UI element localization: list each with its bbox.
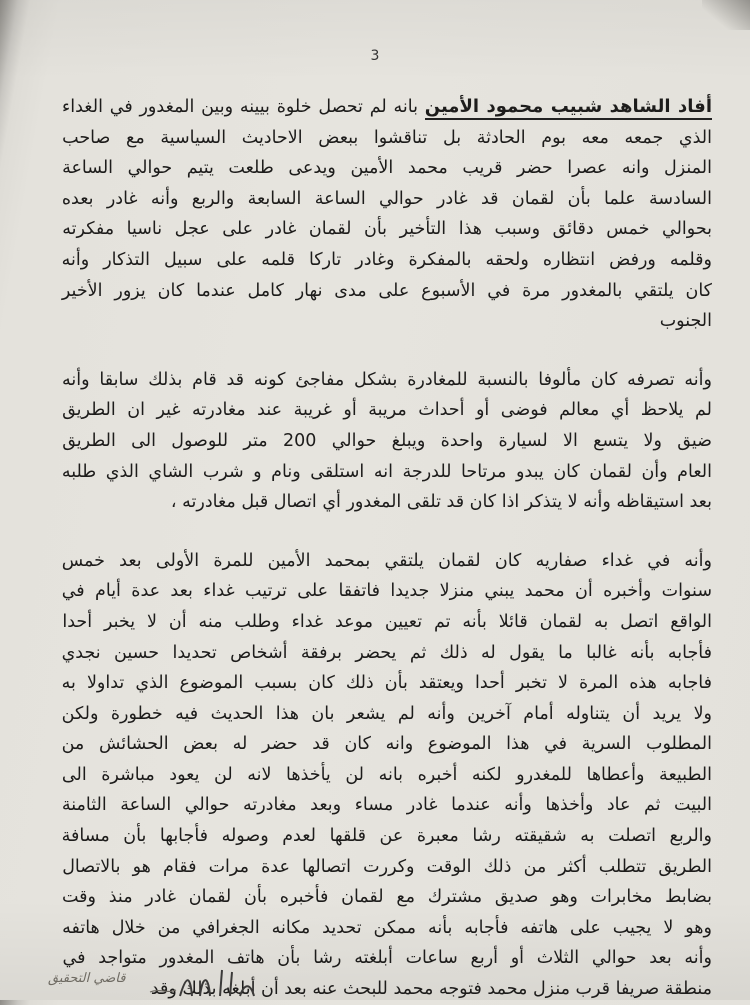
text-line: [62, 245, 712, 276]
text-line: [62, 546, 712, 577]
text-line: [62, 365, 712, 396]
line-text: الطريق تتطلب أكثر من ذلك الوقت وكررت اتصالها عدة مرات فقام هو بالاتصال: [62, 856, 712, 877]
testimony-text: [62, 92, 712, 1005]
line-text: سنوات وأخبره أن محمد يبني منزلا جديدا فاتفقا على ترتيب غداء بعد عدة أيام في: [61, 581, 712, 602]
page-number: 3: [370, 48, 380, 64]
paragraph: [62, 546, 712, 1005]
text-line: [62, 214, 712, 245]
line-text: السادسة علما بأن لقمان قد غادر حوالي الساعة السابعة والربع وأنه غادر بعده: [61, 188, 712, 209]
text-line: [62, 638, 712, 669]
text-line: [62, 426, 712, 457]
text-line: [62, 123, 712, 154]
line-text: منطقة صريفا قرب منزل محمد فتوجه محمد للبحث عنه بعد أن أبلغه بذلك وقد: [150, 979, 712, 1000]
line-text: العام وأن لقمان كان يبدو مرتاحا للدرجة انه استلقى ونام و شرب الشاي الذي طلبه: [61, 461, 712, 482]
line-text: فأجابه بأنه غالبا ما يقول له ذلك ثم يحضر برفقة أشخاص تحديدا حسين نجدي: [61, 642, 712, 663]
line-text: وقلمه ورفض انتظاره ولحقه بالمفكرة وغادر تاركا قلمه على سبيل التذكار وأنه: [61, 249, 712, 270]
text-line: [62, 276, 712, 307]
text-line: [62, 760, 712, 791]
line-text: وأنه تصرفه كان مألوفا بالنسبة للمغادرة بشكل مفاجئ كونه قد قام بذلك سابقا وأنه: [62, 369, 712, 390]
line-text: ولا يريد أن يتناوله أمام آخرين وأنه لم يشعر بان هذا الحديث فيه خطورة ولكن: [61, 703, 712, 724]
text-line: [62, 882, 712, 913]
text-line: [62, 306, 712, 337]
line-text: بعد استيقاظه وأنه لا يتذكر اذا كان قد تلقى المغدور أي اتصال قبل مغادرته ،: [170, 492, 712, 513]
text-line: [62, 92, 712, 123]
line-text: فاجابه هذه المرة لا تخبر أحدا ويعتقد بأن ذلك كان بسبب الموضوع الذي تداولا به: [61, 673, 712, 694]
text-line: [62, 668, 712, 699]
line-text: الواقع اتصل به لقمان قائلا بأنه تم تعيين موعد غداء وطلب منه أن لا يخبر أحدا: [62, 611, 712, 632]
paragraph: [62, 92, 712, 337]
line-text: الطبيعة وأعطاها للمغدرو لكنه أخبره بانه لن يأخذها لانه لن يعود مباشرة الى: [61, 764, 712, 785]
text-line: [62, 395, 712, 426]
text-line: [62, 790, 712, 821]
text-line: [62, 576, 712, 607]
text-line: [62, 852, 712, 883]
line-text: بضابط مخابرات وهو صديق مشترك مع لقمان فأخبره بأن لقمان غادر منذ وقت: [62, 887, 712, 908]
text-line: [62, 607, 712, 638]
line-text: بحوالي خمس دقائق وسبب هذا التأخير بأن لقمان غادر على عجل ناسيا مفكرته: [62, 219, 712, 240]
line-text: وأنه في غداء صفاريه كان لقمان يلتقي بمحمد الأمين للمرة الأولى بعد خمس: [61, 550, 712, 571]
line-text: كان يلتقي بالمغدور مرة في الأسبوع على مدى نهار كامل عندما كان يزور الأخير: [61, 280, 712, 301]
line-text: البيت ثم عاد وأخذها وأنه عندما غادر مساء وبعد مغادرته حوالي الساعة الثامنة: [61, 795, 712, 816]
page-corner-shadow: [702, 0, 750, 30]
line-text: المنزل وانه عصرا حضر قريب محمد الأمين ويدعى طلعت يتيم حوالي الساعة: [62, 158, 712, 179]
text-line: [62, 457, 712, 488]
paragraph: [62, 365, 712, 518]
text-line: [62, 913, 712, 944]
witness-heading: أفاد الشاهد شبيب محمود الأمين: [425, 96, 712, 120]
paragraph-gap: [62, 337, 712, 365]
line-text: والربع اتصلت به شقيقته رشا معبرة عن قلقها لعدم وصوله فأجابها بأن مسافة: [61, 826, 712, 847]
signature-label: قاضي التحقيق: [48, 971, 126, 986]
line-text: وهو لا يجيب على هاتفه فأجابه بأنه ممكن تحديد مكانه الجغرافي من خلال هاتفه: [62, 917, 712, 938]
text-line: [62, 821, 712, 852]
signature-area: [30, 966, 260, 1000]
line-text: الجنوب: [659, 311, 712, 332]
paragraph-gap: [62, 518, 712, 546]
text-line: [62, 153, 712, 184]
line-text: ضيق ولا يتسع الا لسيارة واحدة ويبلغ حوالي 200 متر للوصول الى الطريق: [62, 430, 712, 451]
line-text: بانه لم تحصل خلوة بيينه وبين المغدور في الغداء: [62, 97, 425, 117]
line-text: لم يلاحظ أي معالم فوضى أو أحداث مريبة أو غريبة عند مغادرته غير ان الطريق: [62, 400, 712, 421]
text-line: [62, 487, 712, 518]
line-text: المطلوب السرية في هذا الموضوع وانه كان قد حضر له بعض الحشائش من: [61, 734, 712, 755]
line-text: الذي جمعه معه بوم الحادثة بل تناقشوا ببعض الاحاديث السياسية مع صاحب: [62, 127, 712, 148]
line-text: وأنه بعد حوالي الثلاث أو أربع ساعات أبلغته رشا بأن هاتف المغدور متواجد في: [62, 948, 712, 969]
text-line: [62, 729, 712, 760]
text-line: [62, 699, 712, 730]
text-line: [62, 184, 712, 215]
